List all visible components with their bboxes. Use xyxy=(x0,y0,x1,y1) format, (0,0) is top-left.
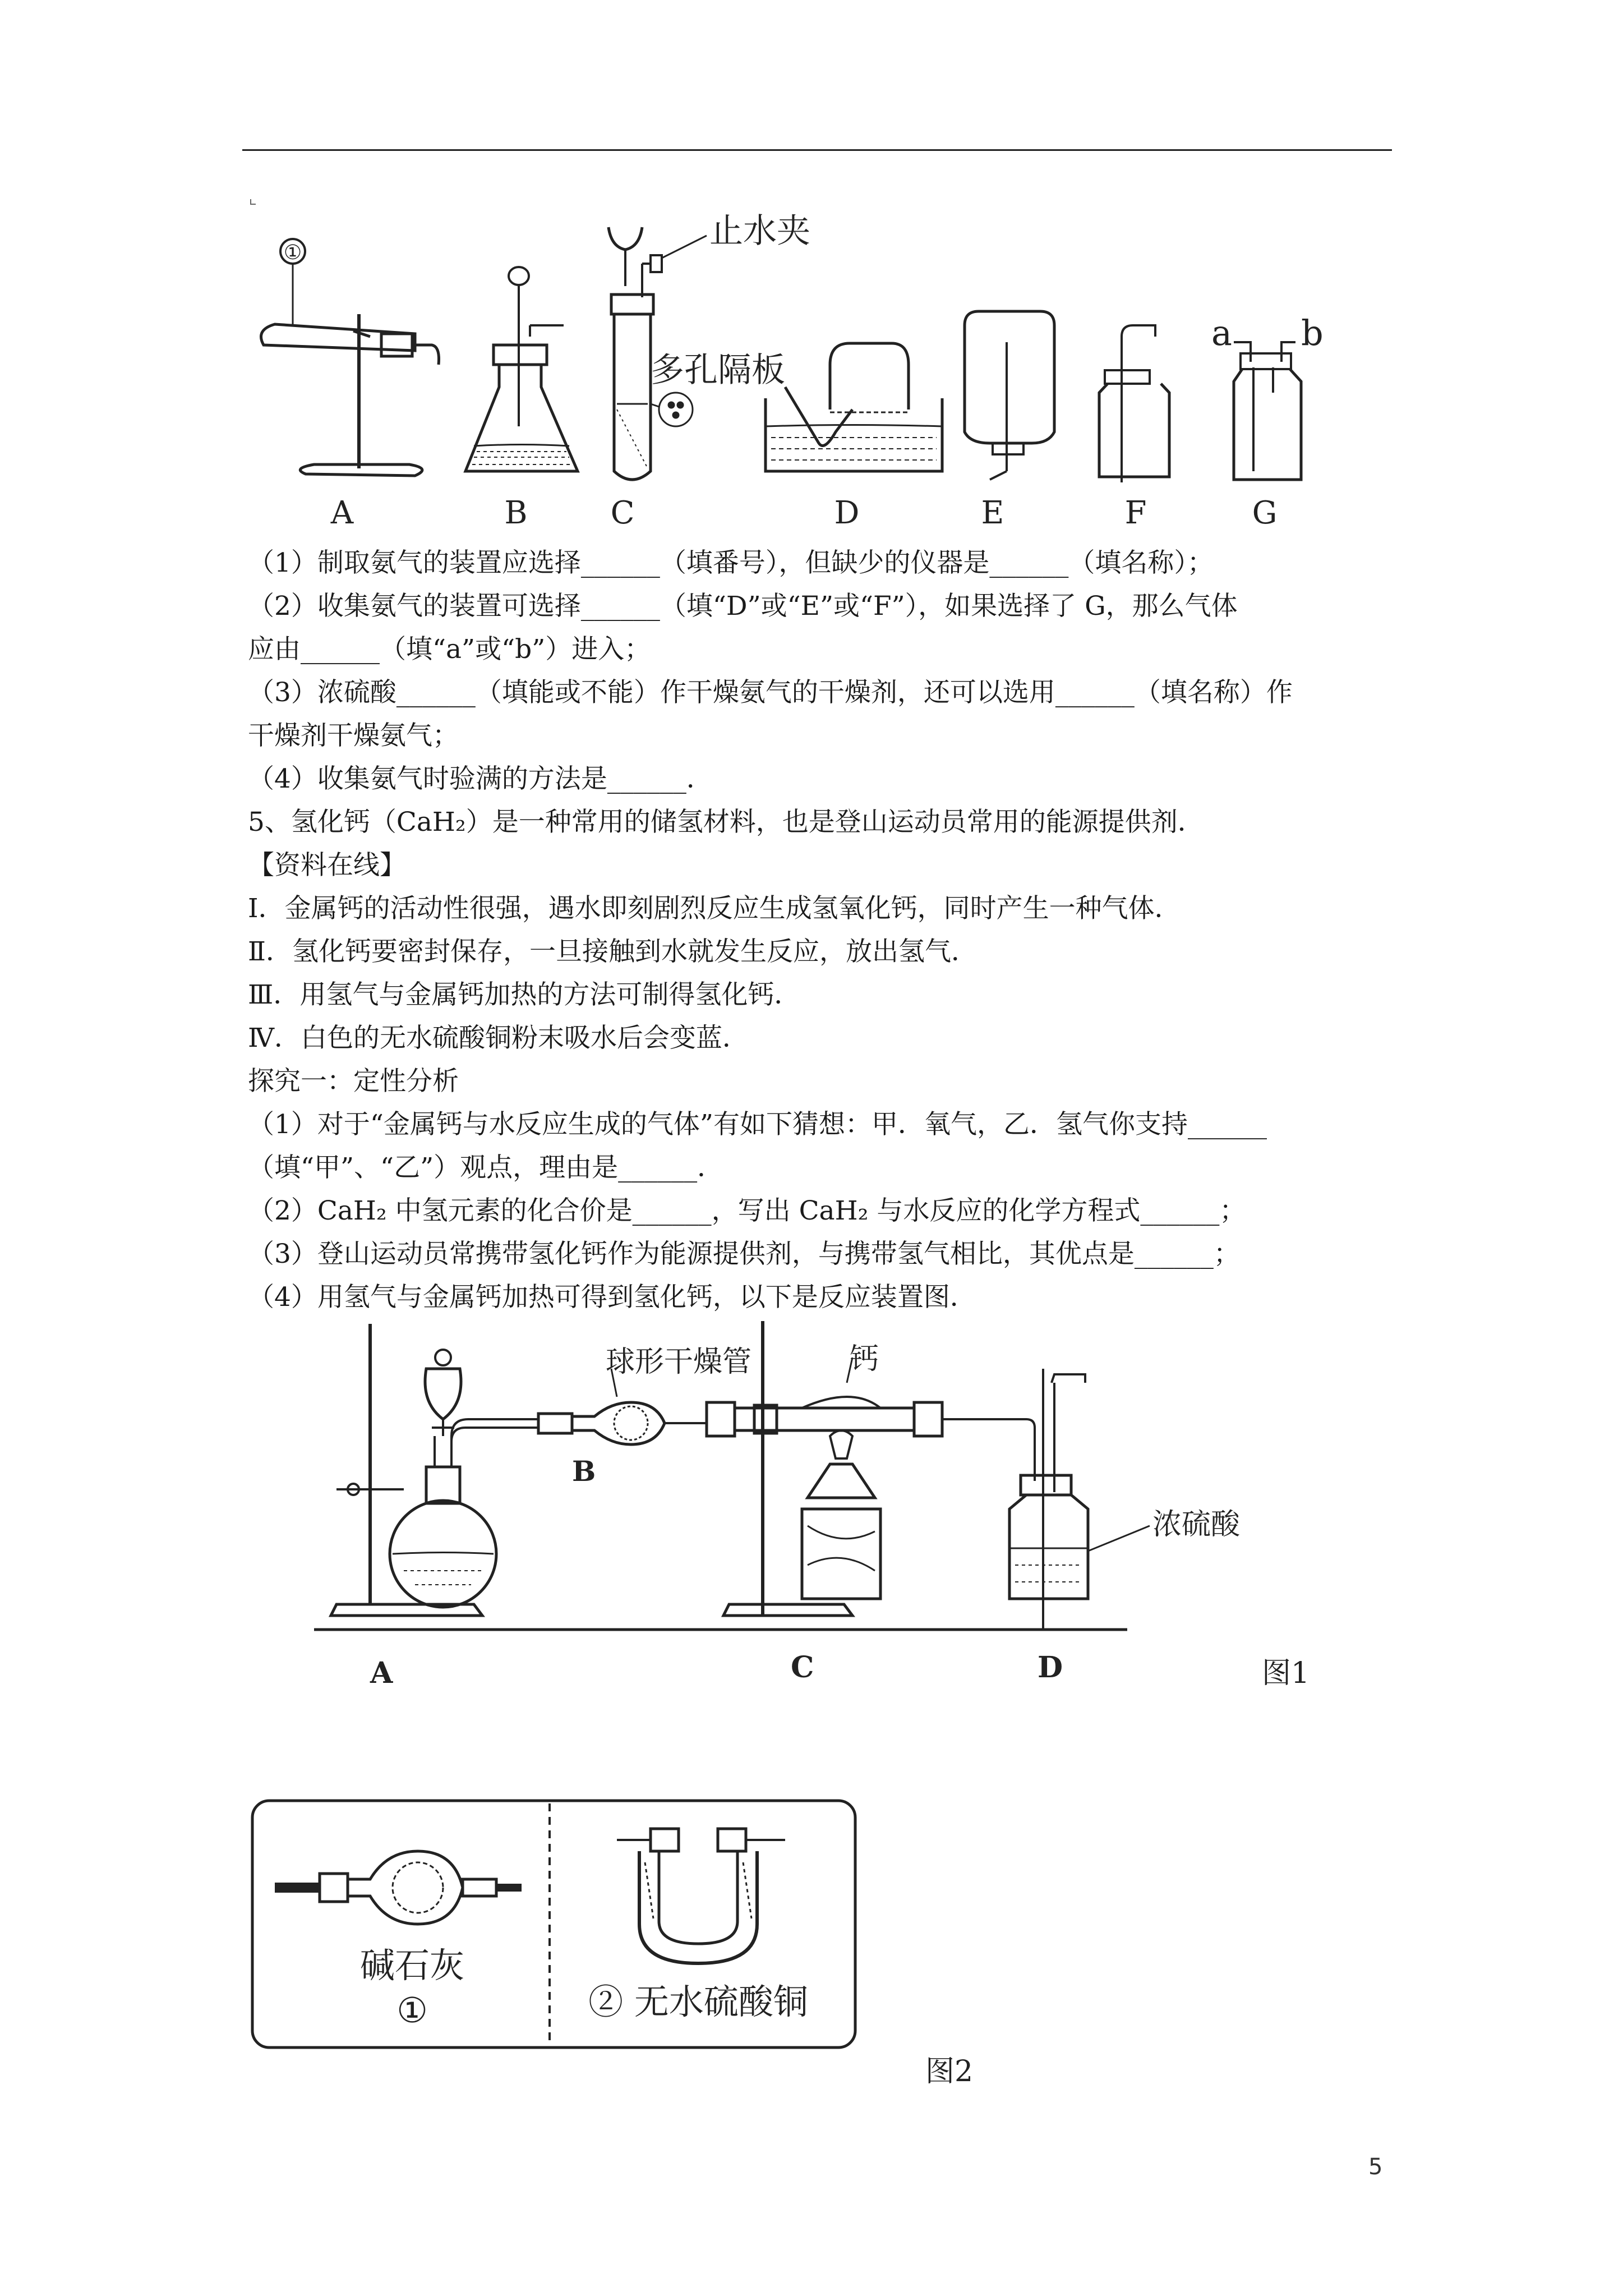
label-c: C xyxy=(610,495,635,531)
label-e: E xyxy=(981,495,1004,531)
soda-lime-tube xyxy=(275,1851,522,2031)
stop-clamp-label: 止水夹 xyxy=(709,211,810,251)
apparatus-e xyxy=(965,311,1054,480)
circled-one-label-fig2: ① xyxy=(396,1990,428,2031)
question-text-block xyxy=(248,541,1403,1319)
question-line: 干燥剂干燥氨气； xyxy=(248,720,459,751)
page-number: 5 xyxy=(1368,2154,1383,2180)
question-line: 探究一：定性分析 xyxy=(248,1066,459,1097)
question-line: （3）登山运动员常携带氢化钙作为能源提供剂，与携带氢气相比，其优点是______； xyxy=(248,1239,1240,1269)
apparatus-f xyxy=(1099,325,1169,482)
porous-plate-label: 多孔隔板 xyxy=(651,351,785,390)
conc-acid-label: 浓硫酸 xyxy=(1152,1508,1241,1542)
figure1-apparatus-b xyxy=(538,1345,751,1488)
label-g: G xyxy=(1252,495,1278,531)
figure1-caption: 图1 xyxy=(1262,1657,1310,1690)
question-line: （1）制取氨气的装置应选择______（填番号），但缺少的仪器是______（填名称）； xyxy=(248,547,1214,578)
question-line: Ⅰ．金属钙的活动性很强，遇水即刻剧烈反应生成氢氧化钙，同时产生一种气体． xyxy=(248,893,1181,924)
question-line: 5、氢化钙（CaH₂）是一种常用的储氢材料，也是登山运动员常用的能源提供剂． xyxy=(248,807,1204,838)
port-b-label: b xyxy=(1301,312,1324,353)
calcium-label: 钙 xyxy=(850,1342,879,1376)
figure1-label-b: B xyxy=(572,1455,596,1488)
question-line: （2）CaH₂ 中氢元素的化合价是______，写出 CaH₂ 与水反应的化学方程式______； xyxy=(248,1195,1246,1226)
question-line: （4）收集氨气时验满的方法是______． xyxy=(248,763,713,794)
label-b: B xyxy=(504,495,528,531)
u-tube xyxy=(588,1829,808,2022)
question-line: Ⅲ．用氢气与金属钙加热的方法可制得氢化钙． xyxy=(248,979,801,1010)
question-line: （2）收集氨气的装置可选择______（填“D”或“E”或“F”），如果选择了 G，那么气体 xyxy=(248,591,1238,622)
figure2-caption: 图2 xyxy=(925,2055,974,2088)
apparatus-d xyxy=(766,343,942,471)
apparatus-g xyxy=(1211,312,1324,480)
figure-2-apparatus xyxy=(0,1784,1623,2092)
apparatus-a xyxy=(261,239,439,476)
soda-lime-label: 碱石灰 xyxy=(359,1945,465,1986)
figure1-label-c: C xyxy=(791,1650,814,1685)
question-line: （填“甲”、“乙”）观点，理由是______． xyxy=(248,1152,724,1183)
label-f: F xyxy=(1124,495,1147,531)
apparatus-figure-a-to-g xyxy=(0,0,1623,539)
apparatus-c xyxy=(608,211,810,480)
circled-one-label: ① xyxy=(283,241,302,264)
figure1-apparatus-a xyxy=(331,1324,538,1616)
anhydrous-cuso4-label: ② 无水硫酸铜 xyxy=(588,1981,808,2022)
label-a: A xyxy=(330,495,354,531)
question-line: （4）用氢气与金属钙加热可得到氢化钙，以下是反应装置图． xyxy=(248,1282,976,1313)
figure-1-apparatus xyxy=(0,1313,1623,1705)
figure1-label-a: A xyxy=(370,1656,393,1690)
label-d: D xyxy=(834,495,860,531)
apparatus-b xyxy=(465,267,578,471)
question-line: 应由______（填“a”或“b”）进入； xyxy=(248,634,651,665)
question-line: 【资料在线】 xyxy=(248,850,406,881)
question-line: Ⅳ．白色的无水硫酸铜粉末吸水后会变蓝． xyxy=(248,1023,749,1053)
question-line: Ⅱ．氢化钙要密封保存，一旦接触到水就发生反应，放出氢气． xyxy=(248,936,978,967)
figure1-apparatus-d xyxy=(942,1369,1241,1685)
question-line: （1）对于“金属钙与水反应生成的气体”有如下猜想：甲．氧气，乙．氢气你支持______ xyxy=(248,1109,1267,1140)
question-line: （3）浓硫酸______（填能或不能）作干燥氨气的干燥剂，还可以选用______（填名称）作 xyxy=(248,677,1293,708)
dry-tube-label: 球形干燥管 xyxy=(606,1345,752,1379)
port-a-label: a xyxy=(1211,312,1232,353)
figure1-label-d: D xyxy=(1038,1650,1063,1685)
